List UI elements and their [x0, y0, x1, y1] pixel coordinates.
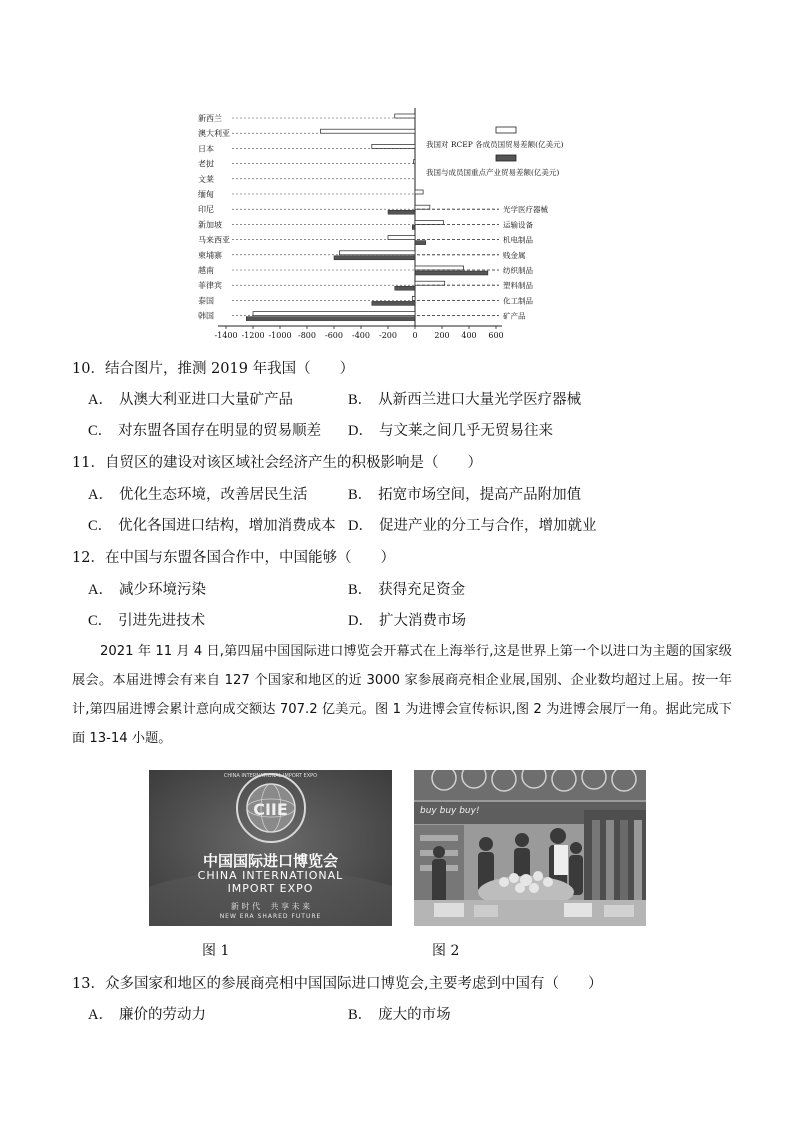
q12-option-a[interactable]	[88, 578, 206, 599]
question-11-stem: 11．自贸区的建设对该区域社会经济产生的积极影响是（ ）	[72, 455, 482, 471]
option-label: D．	[348, 518, 373, 534]
option-label: D．	[348, 613, 373, 629]
option-text: 扩大消费市场	[378, 613, 466, 629]
industry-label: 化工制品	[503, 296, 533, 306]
option-text: 与文莱之间几乎无贸易往来	[378, 423, 553, 439]
expo-title-cn: 中国国际进口博览会	[202, 852, 338, 870]
option-label: C．	[88, 423, 113, 439]
expo-slogan-cn: 新 时 代 共 享 未 来	[230, 902, 311, 911]
x-tick-label: -1400	[214, 331, 238, 340]
q13-option-b[interactable]	[348, 1003, 451, 1024]
x-tick-label: -600	[325, 331, 343, 340]
category-label: 缅甸	[198, 190, 214, 199]
x-tick-label: -200	[379, 331, 397, 340]
category-label: 新西兰	[198, 114, 222, 123]
q11-option-c[interactable]	[88, 514, 336, 535]
industry-label: 矿产品	[503, 311, 526, 321]
category-label: 马来西亚	[198, 235, 230, 245]
option-text: 从新西兰进口大量光学医疗器械	[378, 392, 582, 408]
q11-option-b[interactable]	[348, 483, 581, 504]
option-label: A．	[88, 582, 113, 598]
bar-industry-balance	[412, 225, 415, 229]
option-text: 优化生态环境，改善居民生活	[118, 487, 308, 503]
x-tick-label: -1000	[268, 331, 292, 340]
x-tick-label: -1200	[241, 331, 265, 340]
q10-option-a[interactable]	[88, 388, 293, 409]
industry-label: 纺织制品	[503, 266, 533, 275]
category-label: 越南	[198, 266, 214, 275]
banner-text: buy buy buy!	[420, 806, 480, 816]
bar-industry-balance	[388, 210, 415, 214]
option-text: 廉价的劳动力	[118, 1007, 206, 1023]
bar-total-balance	[253, 312, 415, 316]
expo-title-en-1: CHINA INTERNATIONAL	[197, 869, 344, 882]
category-label: 柬埔寨	[198, 250, 222, 260]
bar-total-balance	[412, 296, 415, 300]
x-tick-label: 0	[412, 331, 418, 340]
question-13-stem: 13．众多国家和地区的参展商亮相中国国际进口博览会,主要考虑到中国有（ ）	[72, 976, 603, 992]
option-text: 获得充足资金	[378, 582, 466, 598]
passage	[72, 637, 732, 753]
trade-balance-chart	[196, 100, 616, 345]
figure-1-caption: 图 1	[202, 943, 230, 959]
logo-ring-text: CHINA INTERNATIONAL IMPORT EXPO	[223, 773, 318, 779]
option-label: A．	[88, 1007, 113, 1023]
x-tick-label: 200	[434, 331, 450, 340]
q12-option-d[interactable]	[348, 609, 466, 630]
option-text: 减少环境污染	[118, 582, 206, 598]
bar-industry-balance	[246, 317, 415, 321]
passage-text: 2021 年 11 月 4 日,第四届中国国际进口博览会开幕式在上海举行,这是世界上第一个以进口为主题的国家级展会。本届进博会有来自 127 个国家和地区的近 3000 家参展商亮相企业展,国别、企业数均超过上届。按一年计,第四届进博会累计意向成交额达 707.2 亿美元。图 1 为进博会宣传标识,图 2 为进博会展厅一角。据此完成下面 13-14 小题。	[72, 644, 732, 746]
bar-industry-balance	[395, 286, 415, 290]
bar-total-balance	[415, 220, 443, 224]
bar-total-balance	[414, 160, 415, 164]
q10-option-b[interactable]	[348, 388, 581, 409]
logo-text: CIIE	[253, 800, 288, 819]
industry-label: 光学医疗器械	[503, 205, 548, 215]
bar-total-balance	[321, 129, 416, 133]
bar-total-balance	[415, 205, 430, 209]
bar-industry-balance	[372, 301, 415, 305]
bar-total-balance	[395, 114, 415, 118]
bar-industry-balance	[415, 271, 488, 275]
bar-total-balance	[372, 144, 415, 148]
q12-option-c[interactable]	[88, 609, 205, 630]
q12-option-b[interactable]	[348, 578, 465, 599]
category-label: 韩国	[198, 311, 214, 321]
bar-total-balance	[339, 251, 415, 255]
option-text: 引进先进技术	[118, 613, 206, 629]
category-label: 印尼	[198, 205, 214, 215]
question-12-stem: 12．在中国与东盟各国合作中，中国能够（ ）	[72, 550, 395, 566]
option-text: 促进产业的分工与合作，增加就业	[378, 518, 597, 534]
option-label: B．	[348, 392, 373, 408]
x-tick-label: 400	[461, 331, 477, 340]
option-label: A．	[88, 392, 113, 408]
bar-total-balance	[388, 236, 415, 240]
category-label: 新加坡	[198, 220, 222, 230]
q10-option-c[interactable]	[88, 419, 321, 440]
bar-total-balance	[415, 266, 464, 270]
category-label: 菲律宾	[198, 281, 222, 291]
x-tick-label: -400	[352, 331, 370, 340]
legend-swatch-industry	[496, 155, 516, 161]
option-label: B．	[348, 1007, 373, 1023]
question-10-stem: 10．结合图片，推测 2019 年我国（ ）	[72, 361, 355, 377]
category-label: 澳大利亚	[198, 129, 230, 139]
x-tick-label: 600	[488, 331, 504, 340]
option-label: D．	[348, 423, 373, 439]
option-label: C．	[88, 518, 113, 534]
q11-option-a[interactable]	[88, 483, 307, 504]
legend-swatch-total	[496, 127, 516, 133]
option-label: B．	[348, 582, 373, 598]
expo-title-en-2: IMPORT EXPO	[227, 882, 314, 895]
option-text: 从澳大利亚进口大量矿产品	[118, 392, 293, 408]
option-label: B．	[348, 487, 373, 503]
option-text: 优化各国进口结构，增加消费成本	[118, 518, 336, 534]
expo-slogan-en: NEW ERA SHARED FUTURE	[219, 913, 322, 920]
category-label: 日本	[198, 144, 214, 154]
q13-option-a[interactable]	[88, 1003, 206, 1024]
bar-industry-balance	[334, 256, 415, 260]
bar-industry-balance	[415, 241, 426, 245]
option-text: 拓宽市场空间，提高产品附加值	[378, 487, 582, 503]
industry-label: 机电制品	[503, 235, 533, 245]
industry-label: 运输设备	[503, 220, 533, 230]
option-text: 庞大的市场	[378, 1007, 451, 1023]
category-label: 泰国	[198, 296, 214, 306]
x-tick-label: -800	[298, 331, 316, 340]
option-label: C．	[88, 613, 113, 629]
bar-total-balance	[415, 281, 445, 285]
category-label: 文莱	[198, 174, 214, 184]
legend-label-industry: 我国与成员国重点产业贸易差额(亿美元)	[426, 168, 560, 177]
industry-label: 塑料制品	[503, 281, 533, 291]
industry-label: 贱金属	[503, 250, 526, 260]
option-label: A．	[88, 487, 113, 503]
legend-label-total: 我国对 RCEP 各成员国贸易差额(亿美元)	[426, 140, 564, 149]
q11-option-d[interactable]	[348, 514, 596, 535]
option-text: 对东盟各国存在明显的贸易顺差	[118, 423, 322, 439]
figure-2-photo	[414, 770, 646, 926]
figure-1-photo	[149, 770, 392, 926]
figure-2-caption: 图 2	[432, 943, 460, 959]
q10-option-d[interactable]	[348, 419, 553, 440]
bar-total-balance	[415, 190, 423, 194]
category-label: 老挝	[198, 159, 214, 169]
